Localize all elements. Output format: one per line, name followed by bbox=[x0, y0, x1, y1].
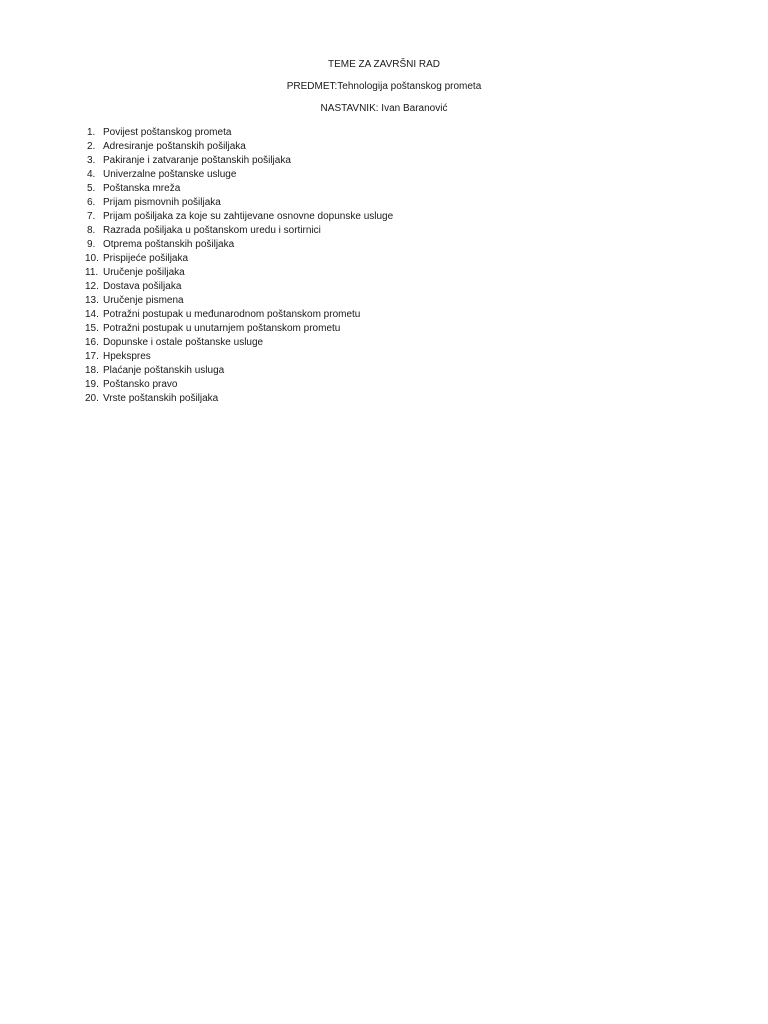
topic-text: Adresiranje poštanskih pošiljaka bbox=[103, 141, 246, 152]
topic-text: Prispijeće pošiljaka bbox=[103, 253, 189, 264]
topic-item bbox=[85, 392, 393, 406]
topic-text: Univerzalne poštanske usluge bbox=[103, 169, 237, 180]
topic-item bbox=[85, 294, 393, 308]
topic-list bbox=[85, 126, 393, 406]
topic-text: Dostava pošiljaka bbox=[103, 281, 182, 292]
topic-number: 2. bbox=[87, 141, 96, 152]
topic-number: 13. bbox=[85, 295, 99, 306]
topic-text: Uručenje pošiljaka bbox=[103, 267, 185, 278]
topic-item bbox=[85, 266, 393, 280]
topic-item bbox=[85, 322, 393, 336]
topic-item bbox=[85, 350, 393, 364]
topic-text: Razrada pošiljaka u poštanskom uredu i sortirnici bbox=[103, 225, 321, 236]
topic-number: 1. bbox=[87, 127, 96, 138]
topic-text: Potražni postupak u unutarnjem poštanskom prometu bbox=[103, 323, 341, 334]
topic-item bbox=[85, 280, 393, 294]
subject-line: PREDMET:Tehnologija poštanskog prometa bbox=[286, 81, 482, 92]
topic-text: Poštanska mreža bbox=[103, 183, 181, 194]
teacher-line: NASTAVNIK: Ivan Baranović bbox=[320, 103, 448, 114]
topic-number: 12. bbox=[85, 281, 99, 292]
topic-text: Povijest poštanskog prometa bbox=[103, 127, 232, 138]
topic-number: 7. bbox=[87, 211, 96, 222]
topic-text: Vrste poštanskih pošiljaka bbox=[103, 393, 219, 404]
topic-number: 19. bbox=[85, 379, 99, 390]
topic-number: 5. bbox=[87, 183, 96, 194]
topic-number: 11. bbox=[85, 267, 99, 278]
topic-text: Potražni postupak u međunarodnom poštanskom prometu bbox=[103, 309, 361, 320]
topic-number: 8. bbox=[87, 225, 96, 236]
topic-item bbox=[85, 196, 393, 210]
topic-number: 10. bbox=[85, 253, 99, 264]
topic-item bbox=[85, 252, 393, 266]
topic-number: 3. bbox=[87, 155, 96, 166]
topic-text: Plaćanje poštanskih usluga bbox=[103, 365, 225, 376]
topic-number: 9. bbox=[87, 239, 96, 250]
topic-number: 18. bbox=[85, 365, 99, 376]
topic-item bbox=[85, 210, 393, 224]
topic-text: Uručenje pismena bbox=[103, 295, 184, 306]
topic-text: Otprema poštanskih pošiljaka bbox=[103, 239, 235, 250]
topic-text: Prijam pošiljaka za koje su zahtijevane osnovne dopunske usluge bbox=[103, 211, 394, 222]
topic-text: Dopunske i ostale poštanske usluge bbox=[103, 337, 264, 348]
topic-text: Prijam pismovnih pošiljaka bbox=[103, 197, 221, 208]
topic-item bbox=[85, 238, 393, 252]
topic-item bbox=[85, 336, 393, 350]
topic-text: Hpekspres bbox=[103, 351, 151, 362]
topic-number: 16. bbox=[85, 337, 99, 348]
topic-number: 15. bbox=[85, 323, 99, 334]
topic-item bbox=[85, 182, 393, 196]
topic-number: 14. bbox=[85, 309, 99, 320]
topic-item bbox=[85, 308, 393, 322]
topic-item bbox=[85, 126, 393, 140]
topic-text: Pakiranje i zatvaranje poštanskih pošiljaka bbox=[103, 155, 291, 166]
topic-item bbox=[85, 224, 393, 238]
topic-item bbox=[85, 378, 393, 392]
topic-number: 6. bbox=[87, 197, 96, 208]
topic-item bbox=[85, 140, 393, 154]
topic-item bbox=[85, 364, 393, 378]
topic-item bbox=[85, 168, 393, 182]
topic-item bbox=[85, 154, 393, 168]
topic-text: Poštansko pravo bbox=[103, 379, 178, 390]
topic-number: 20. bbox=[85, 393, 99, 404]
topic-number: 17. bbox=[85, 351, 99, 362]
topic-number: 4. bbox=[87, 169, 96, 180]
document-title: TEME ZA ZAVRŠNI RAD bbox=[327, 59, 441, 70]
